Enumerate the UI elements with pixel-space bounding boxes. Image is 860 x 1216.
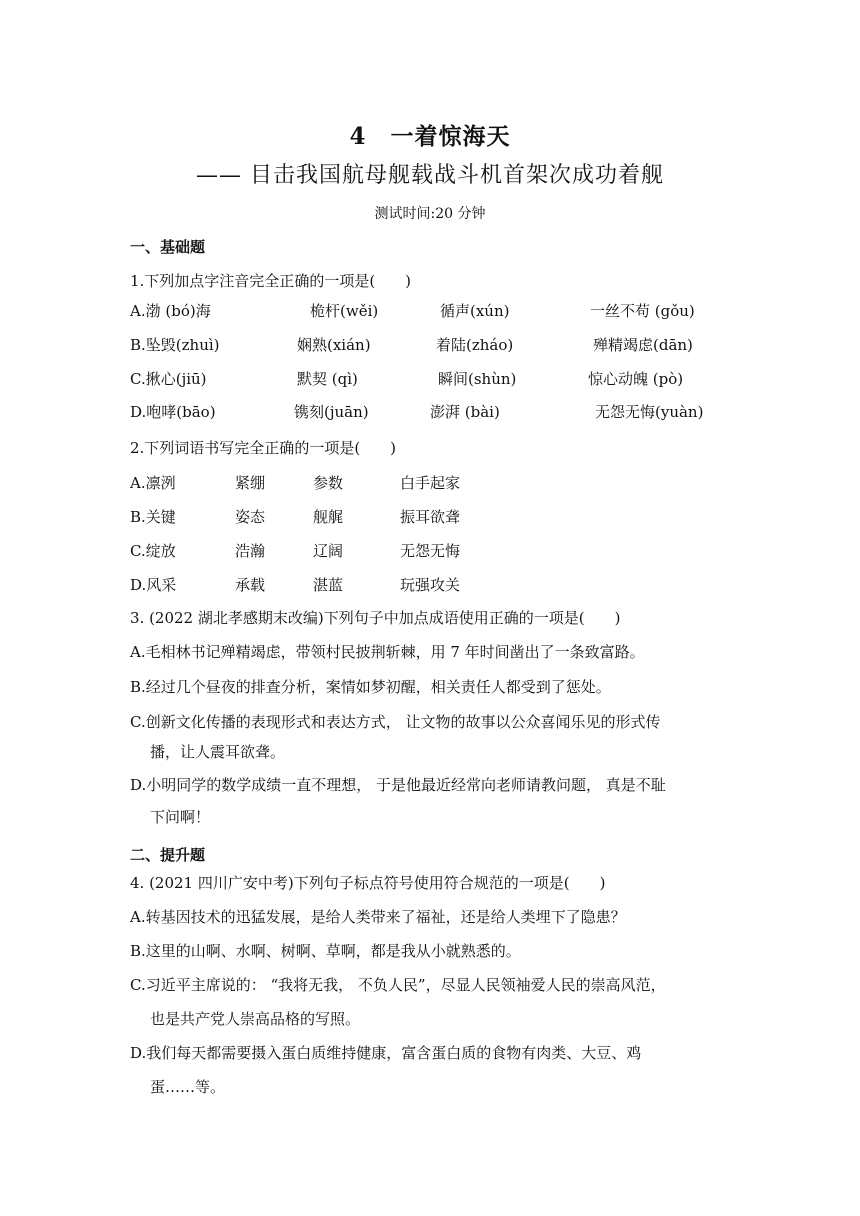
q1-option-b-2: 娴熟(xián): [297, 336, 371, 354]
q2-option-a-2: 紧绷: [235, 474, 266, 492]
q2-option-a-3: 参数: [313, 474, 344, 492]
section-basic-heading: 一、基础题: [130, 238, 206, 256]
q3-option-a: A.毛相林书记殚精竭虑，带领村民披荆斩棘，用 7 年时间凿出了一条致富路。: [130, 643, 645, 661]
q1-option-a-3: 循声(xún): [440, 302, 510, 320]
q1-option-b-3: 着陆(zháo): [436, 336, 514, 354]
q4-option-b: B.这里的山啊、水啊、树啊、草啊，都是我从小就熟悉的。: [130, 942, 521, 960]
section-advanced-heading: 二、提升题: [130, 846, 206, 864]
q1-option-d-3: 澎湃 (bài): [430, 403, 500, 421]
q2-option-d-1: D.风采: [130, 576, 177, 594]
q4-stem: 4. (2021 四川广安中考)下列句子标点符号使用符合规范的一项是( ): [130, 874, 606, 892]
q2-option-d-4: 玩强攻关: [400, 576, 461, 594]
q3-stem: 3. (2022 湖北孝感期末改编)下列句子中加点成语使用正确的一项是( ): [130, 609, 621, 627]
q4-option-c-line2: 也是共产党人崇高品格的写照。: [150, 1010, 361, 1028]
q4-option-c-line1: C.习近平主席说的： “我将无我， 不负人民”，尽显人民领袖爱人民的崇高风范，: [130, 976, 666, 994]
lesson-title: 4 一着惊海天: [349, 123, 511, 150]
q2-option-a-1: A.凛洌: [130, 474, 176, 492]
q1-option-c-2: 默契 (qì): [297, 370, 358, 388]
q1-option-d-2: 镌刻(juān): [294, 403, 369, 421]
q2-stem: 2.下列词语书写完全正确的一项是( ): [130, 439, 397, 457]
q4-option-d-line2: 蛋……等。: [150, 1078, 226, 1096]
q2-option-a-4: 白手起家: [400, 474, 461, 492]
q4-option-a: A.转基因技术的迅猛发展，是给人类带来了福祉，还是给人类埋下了隐患？: [130, 908, 626, 926]
q1-option-a-4: 一丝不苟 (gǒu): [590, 302, 695, 320]
q2-option-c-2: 浩瀚: [235, 542, 266, 560]
q2-option-b-1: B.关键: [130, 508, 176, 526]
q2-option-b-2: 姿态: [235, 508, 266, 526]
q1-option-c-4: 惊心动魄 (pò): [588, 370, 684, 388]
lesson-subtitle: —— 目击我国航母舰载战斗机首架次成功着舰: [196, 163, 664, 188]
q1-option-b-1: B.坠毁(zhuì): [130, 336, 220, 354]
q3-option-b: B.经过几个昼夜的排查分析，案情如梦初醒，相关责任人都受到了惩处。: [130, 678, 611, 696]
q2-option-d-3: 湛蓝: [313, 576, 344, 594]
q2-option-d-2: 承载: [235, 576, 266, 594]
q1-option-c-1: C.揪心(jiū): [130, 370, 207, 388]
q2-option-c-4: 无怨无悔: [400, 542, 461, 560]
q3-option-c-line2: 播，让人震耳欲聋。: [150, 743, 286, 761]
q1-option-a-2: 桅杆(wěi): [310, 302, 379, 320]
q4-option-d-line1: D.我们每天都需要摄入蛋白质维持健康，富含蛋白质的食物有肉类、大豆、鸡: [130, 1044, 642, 1062]
q3-option-d-line1: D.小明同学的数学成绩一直不理想， 于是他最近经常向老师请教问题， 真是不耻: [130, 776, 666, 794]
q3-option-d-line2: 下问啊！: [150, 808, 211, 826]
q1-option-b-4: 殚精竭虑(dān): [593, 336, 693, 354]
q2-option-c-1: C.绽放: [130, 542, 176, 560]
q1-stem: 1.下列加点字注音完全正确的一项是( ): [130, 272, 412, 290]
q2-option-b-3: 舰艉: [313, 508, 344, 526]
test-time: 测试时间:20 分钟: [374, 206, 486, 222]
q2-option-b-4: 振耳欲聋: [400, 508, 461, 526]
q1-option-d-4: 无怨无悔(yuàn): [595, 403, 704, 421]
q2-option-c-3: 辽阔: [313, 542, 344, 560]
q1-option-d-1: D.咆哮(bāo): [130, 403, 216, 421]
q1-option-a-1: A.渤 (bó)海: [130, 302, 211, 320]
q1-option-c-3: 瞬间(shùn): [438, 370, 517, 388]
q3-option-c-line1: C.创新文化传播的表现形式和表达方式， 让文物的故事以公众喜闻乐见的形式传: [130, 713, 661, 731]
